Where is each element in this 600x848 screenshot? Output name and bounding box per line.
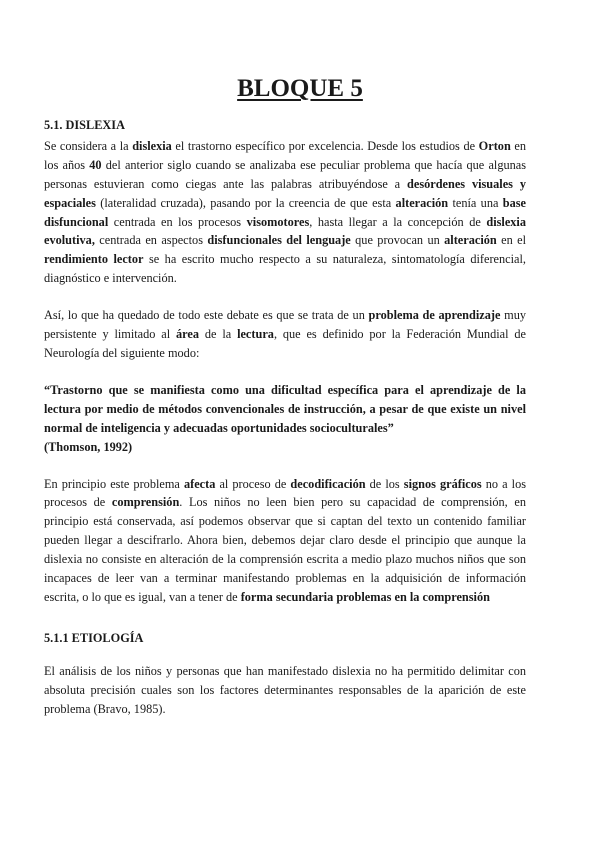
text-run: que provocan un <box>350 233 445 248</box>
text-run: tenía una <box>448 195 503 210</box>
paragraph-dislexia-intro <box>44 137 526 288</box>
text-run: , que es definido por la Federación Mundial de Neurología del siguiente modo: <box>44 327 526 360</box>
paragraph-etiologia: El análisis de los niños y personas que han manifestado dislexia no ha permitido delimitar con absoluta precisión cuales son los factores determinantes responsables de la aparición de este problema (Bravo, 1985). <box>44 663 526 716</box>
bold-text-run: base disfuncional <box>44 195 526 229</box>
text-run: , hasta llegar a la concepción de <box>309 214 487 229</box>
paragraph-definition-intro <box>44 306 526 363</box>
text-run: centrada en los procesos <box>108 214 247 229</box>
text-run: al proceso de <box>215 476 291 491</box>
text-run: el trastorno específico por excelencia. Desde los estudios de <box>171 138 479 153</box>
text-run: muy persistente y limitado al <box>44 308 526 342</box>
text-run: Se considera a la <box>44 138 133 153</box>
bold-text-run: 40 <box>89 157 102 172</box>
bold-text-run: disfuncionales del lenguaje <box>207 233 351 248</box>
bold-text-run: alteración <box>444 233 497 248</box>
bold-text-run: dislexia <box>132 138 172 153</box>
text-run: En principio este problema <box>44 476 184 491</box>
bold-text-run: comprensión <box>111 495 180 510</box>
bold-text-run: forma secundaria problemas en la comprensión <box>240 589 490 604</box>
bold-text-run: visomotores <box>246 214 310 229</box>
bold-text-run: decodificación <box>290 476 366 491</box>
bold-text-run: problema de aprendizaje <box>368 308 501 323</box>
text-run: de la <box>199 327 238 342</box>
bold-text-run: desórdenes visuales y espaciales <box>44 176 526 210</box>
bold-text-run: dislexia evolutiva, <box>44 214 526 248</box>
text-run: del anterior siglo cuando se analizaba ese peculiar problema que hacía que algunas personas estuvieran como ciegas ante las palabras atribuyéndose a <box>44 157 527 191</box>
bold-text-run: rendimiento lector <box>44 252 144 267</box>
bold-text-run: signos gráficos <box>403 476 482 491</box>
text-run: se ha escrito mucho respecto a su naturaleza, sintomatología diferencial, diagnóstico e intervención. <box>44 252 526 286</box>
text-run: no a los procesos de <box>44 476 527 510</box>
section-heading-etiologia: 5.1.1 ETIOLOGÍA <box>44 630 144 645</box>
paragraph-decodification <box>44 475 526 607</box>
text-run: (lateralidad cruzada), pasando por la creencia de que esta <box>95 195 396 210</box>
text-run: . Los niños no leen bien pero su capacidad de comprensión, en principio está conservada, así podemos observar que si captan del texto un contenido familiar pueden llegar a descifrarlo. Ahora bien, debemos dejar claro desde el principio que aunque la dislexia no consiste en alteración de la comprensión escrita a medio plazo muchos niños que son incapaces de leer van a terminar manifestando problemas en la adquisición de información escrita, o lo que es igual, van a tener de <box>44 495 526 604</box>
bold-text-run: Orton <box>478 138 511 153</box>
bold-text-run: lectura <box>237 327 274 342</box>
bold-text-run: alteración <box>395 195 449 210</box>
text-run: Así, lo que ha quedado de todo este debate es que se trata de un <box>44 308 369 323</box>
text-run: en los años <box>44 138 526 172</box>
definition-quote: “Trastorno que se manifiesta como una dificultad específica para el aprendizaje de la lectura por medio de métodos convencionales de instrucción, a pesar de que existe un nivel normal de inteligencia y adecuadas oportunidades socioculturales” <box>44 382 526 435</box>
text-run: en el <box>496 233 526 248</box>
text-run: de los <box>365 476 404 491</box>
page-title: BLOQUE 5 <box>237 75 363 102</box>
quote-source: (Thomson, 1992) <box>44 439 133 454</box>
section-heading-dislexia: 5.1. DISLEXIA <box>44 118 125 132</box>
bold-text-run: afecta <box>183 476 216 491</box>
text-run: centrada en aspectos <box>94 233 208 248</box>
bold-text-run: área <box>176 327 200 342</box>
